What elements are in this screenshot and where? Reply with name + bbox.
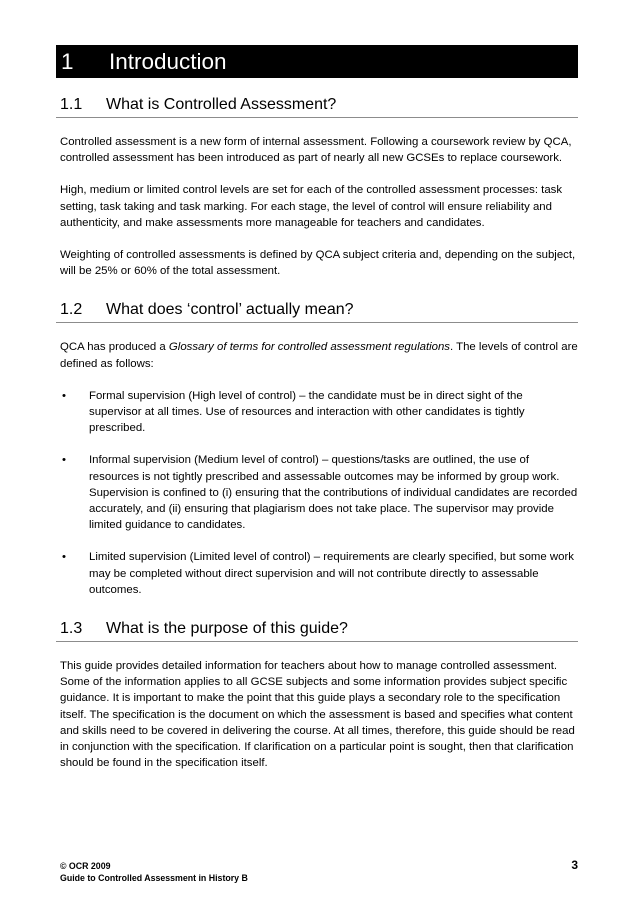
paragraph: Controlled assessment is a new form of internal assessment. Following a coursework review by QCA, controlled assessment has been introduced as part of nearly all new GCSEs to replace coursework.	[60, 136, 572, 165]
page-footer	[60, 860, 578, 884]
list-item-text: Limited supervision (Limited level of control) – requirements are clearly specified, but some work may be completed without direct supervision and will not contribute directly to assessable outcomes.	[89, 551, 574, 596]
list-item-text: Informal supervision (Medium level of control) – questions/tasks are outlined, the use of resources is not tightly prescribed and assessable outcomes may be informed by group work. Supervision is confined to (i) ensuring that the contributions of individual candidates are recorded accurately, and (ii) ensuring that plagiarism does not take place. The supervisor may provide limited guidance to candidates.	[89, 454, 578, 532]
list-item	[56, 452, 578, 533]
section-title: What is the purpose of this guide?	[106, 620, 348, 638]
paragraph: Weighting of controlled assessments is defined by QCA subject criteria and, depending on the subject, will be 25% or 60% of the total assessment.	[60, 249, 576, 278]
section-heading-1-1	[56, 96, 578, 118]
list-item	[56, 549, 578, 598]
section-heading-1-3	[56, 620, 578, 642]
guide-title: Guide to Controlled Assessment in History B	[60, 873, 248, 883]
list-item	[56, 388, 578, 437]
section-title: What is Controlled Assessment?	[106, 96, 337, 113]
paragraph	[56, 339, 578, 371]
section-heading-1-2	[56, 301, 578, 323]
chapter-heading	[56, 45, 578, 78]
paragraph: High, medium or limited control levels are set for each of the controlled assessment processes: task setting, task taking and task marking. For each stage, the level of control will ensure reliability and authenticity, and make assessments more manageable for teachers and candidates.	[60, 184, 563, 229]
section-title: What does ‘control’ actually mean?	[106, 301, 354, 319]
bullet-icon: •	[62, 389, 66, 402]
bullet-icon: •	[62, 454, 66, 467]
bullet-icon: •	[62, 551, 66, 564]
intro-text-end: . The levels of control are defined as follows:	[60, 341, 578, 370]
chapter-title: Introduction	[109, 48, 227, 74]
section-number: 1.2	[60, 301, 83, 319]
page-number: 3	[571, 858, 578, 872]
copyright: © OCR 2009	[60, 861, 111, 871]
list-item-text: Formal supervision (High level of control) – the candidate must be in direct sight of the supervisor at all times. Use of resources and interaction with other candidates is tightly prescribed.	[89, 389, 525, 435]
paragraph: This guide provides detailed information for teachers about how to manage controlled assessment. Some of the information applies to all GCSE subjects and some information provides subject specific guidance. It is important to make the point that this guide plays a secondary role to the specification itself. The specification is the document on which the assessment is based and specifies what content and skills need to be covered in delivering the course. At all times, therefore, this guide should be read in conjunction with the specification. If clarification on a particular point is sought, then that clarification should be found in the specification itself.	[60, 660, 575, 770]
intro-text: QCA has produced a	[60, 341, 169, 354]
page-content	[56, 45, 578, 771]
control-levels-list	[56, 388, 578, 598]
section-number: 1.3	[60, 620, 83, 638]
section-number: 1.1	[60, 96, 83, 113]
chapter-number: 1	[61, 48, 74, 74]
glossary-title: Glossary of terms for controlled assessment regulations	[168, 341, 451, 354]
